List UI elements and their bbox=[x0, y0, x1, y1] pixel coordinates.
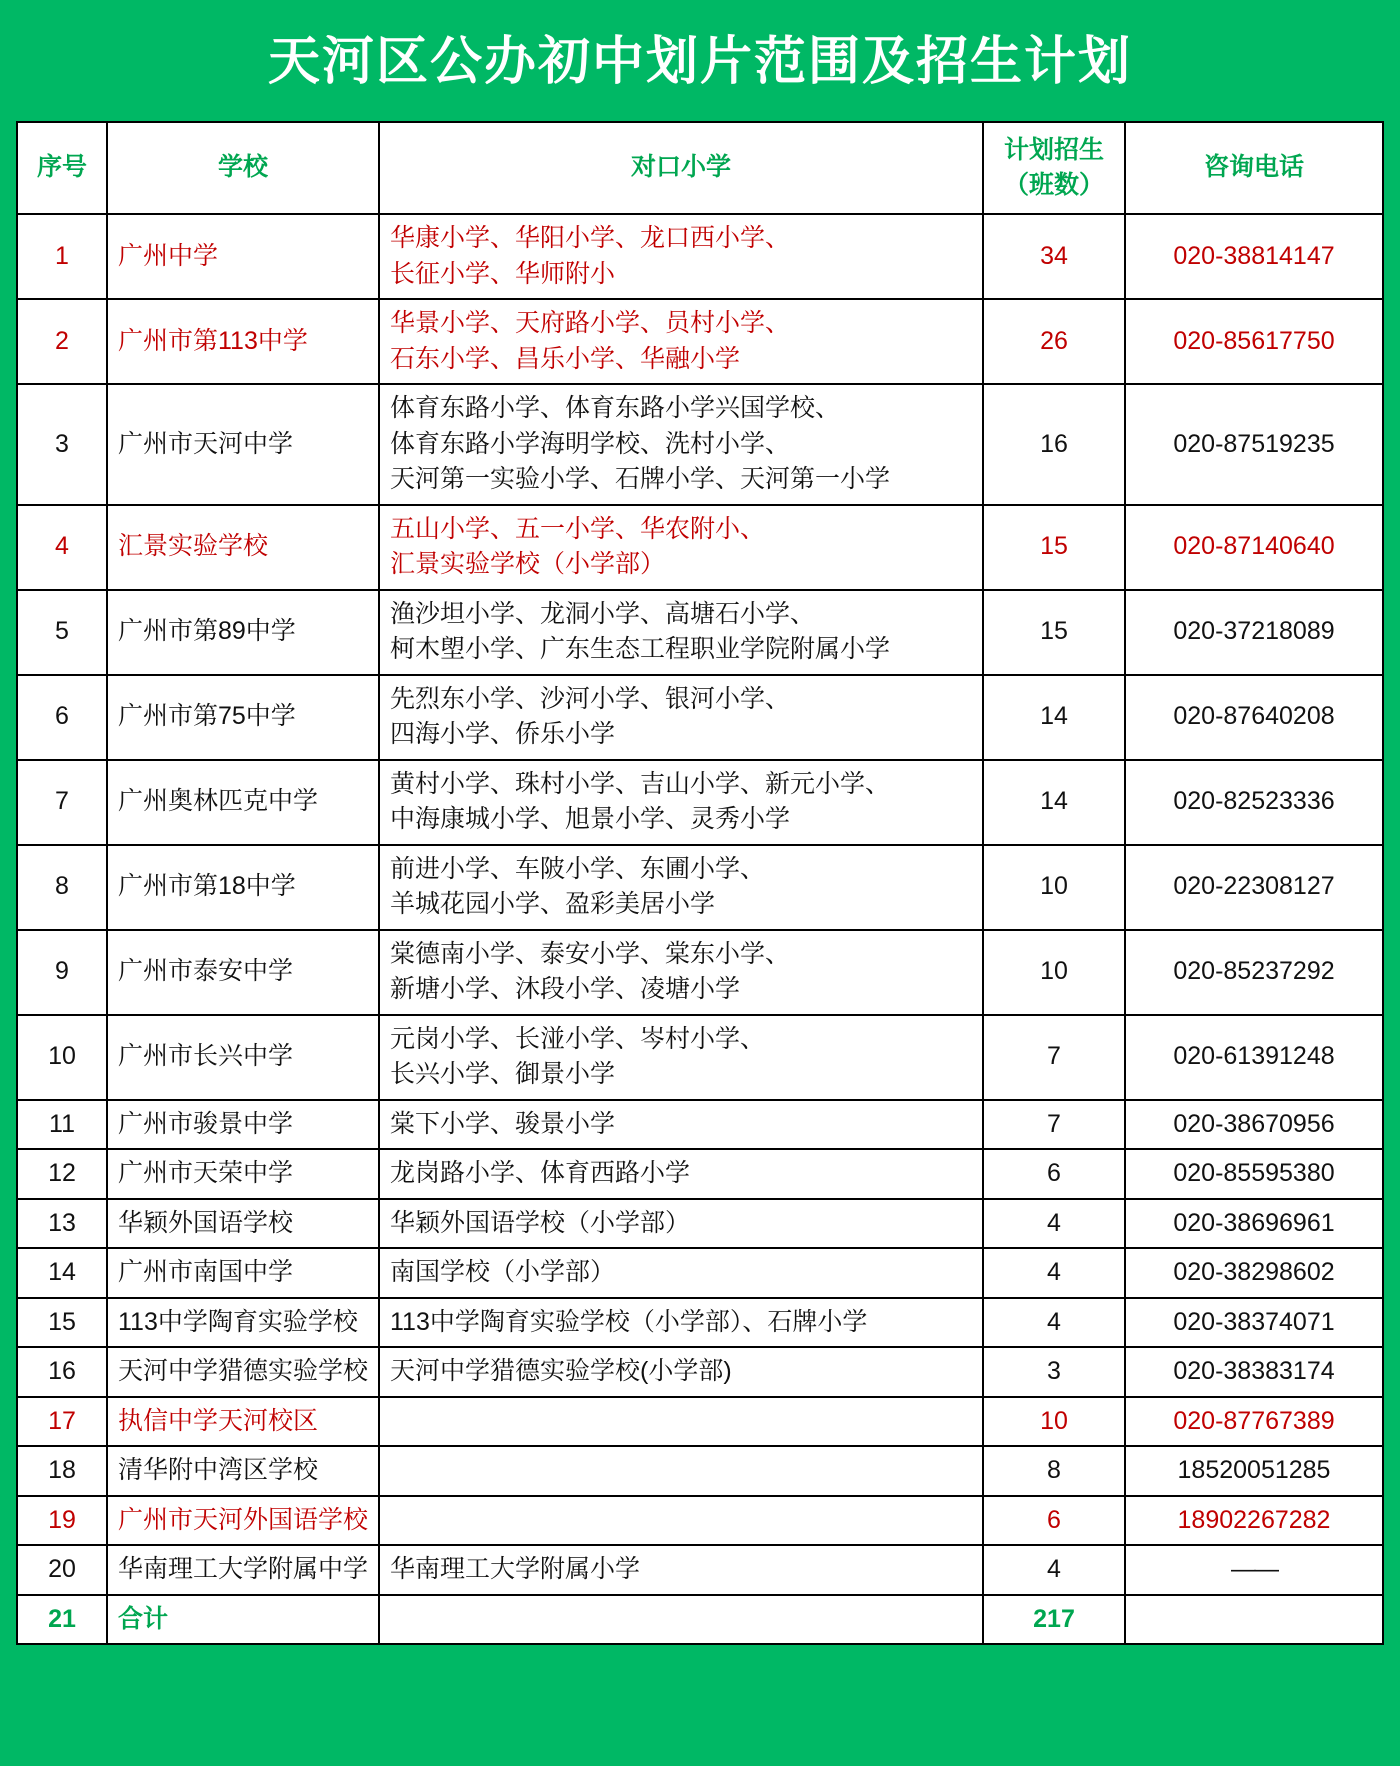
cell-plan-classes: 34 bbox=[983, 214, 1125, 299]
cell-primary-schools bbox=[379, 930, 983, 1015]
cell-primary-schools bbox=[379, 1199, 983, 1249]
cell-phone: 020-87640208 bbox=[1125, 675, 1383, 760]
cell-index: 20 bbox=[17, 1545, 107, 1595]
primary-school-line: 华景小学、天府路小学、员村小学、 bbox=[390, 309, 791, 338]
cell-phone: 020-37218089 bbox=[1125, 590, 1383, 675]
cell-school-name: 广州市第18中学 bbox=[107, 845, 379, 930]
cell-index: 13 bbox=[17, 1199, 107, 1249]
primary-school-line: 前进小学、车陂小学、东圃小学、 bbox=[390, 854, 766, 883]
table-header-row bbox=[17, 122, 1383, 214]
table-row bbox=[17, 505, 1383, 590]
cell-phone: 020-85237292 bbox=[1125, 930, 1383, 1015]
primary-school-line: 体育东路小学海明学校、洗村小学、 bbox=[390, 429, 791, 458]
column-header-phone: 咨询电话 bbox=[1125, 122, 1383, 214]
cell-plan-classes: 7 bbox=[983, 1100, 1125, 1150]
cell-phone: 020-38696961 bbox=[1125, 1199, 1383, 1249]
column-header-primary-schools: 对口小学 bbox=[379, 122, 983, 214]
cell-index: 5 bbox=[17, 590, 107, 675]
cell-plan-classes: 15 bbox=[983, 505, 1125, 590]
cell-school-name: 执信中学天河校区 bbox=[107, 1397, 379, 1447]
cell-primary-schools bbox=[379, 845, 983, 930]
table-row bbox=[17, 1446, 1383, 1496]
cell-school-name: 广州市天河中学 bbox=[107, 384, 379, 505]
cell-index: 6 bbox=[17, 675, 107, 760]
primary-school-line: 龙岗路小学、体育西路小学 bbox=[390, 1159, 691, 1188]
primary-school-line: 黄村小学、珠村小学、吉山小学、新元小学、 bbox=[390, 769, 891, 798]
cell-school-name: 广州市南国中学 bbox=[107, 1248, 379, 1298]
cell-primary-schools bbox=[379, 1595, 983, 1645]
table-row bbox=[17, 1298, 1383, 1348]
cell-school-name: 广州市骏景中学 bbox=[107, 1100, 379, 1150]
cell-phone: 020-87519235 bbox=[1125, 384, 1383, 505]
table-row bbox=[17, 1100, 1383, 1150]
cell-phone: 020-82523336 bbox=[1125, 760, 1383, 845]
cell-index: 2 bbox=[17, 299, 107, 384]
primary-school-line: 华颖外国语学校（小学部） bbox=[390, 1208, 691, 1237]
primary-school-line: 天河中学猎德实验学校(小学部) bbox=[390, 1357, 732, 1386]
primary-school-line: 元岗小学、长湴小学、岑村小学、 bbox=[390, 1024, 766, 1053]
cell-plan-classes: 4 bbox=[983, 1248, 1125, 1298]
cell-primary-schools bbox=[379, 1248, 983, 1298]
primary-school-line: 汇景实验学校（小学部） bbox=[390, 550, 666, 579]
cell-primary-schools bbox=[379, 214, 983, 299]
cell-phone: —— bbox=[1125, 1545, 1383, 1595]
primary-school-line: 新塘小学、沐段小学、凌塘小学 bbox=[390, 975, 741, 1004]
cell-primary-schools bbox=[379, 384, 983, 505]
cell-phone: 020-22308127 bbox=[1125, 845, 1383, 930]
primary-school-line: 南国学校（小学部） bbox=[390, 1258, 616, 1287]
primary-school-line: 羊城花园小学、盈彩美居小学 bbox=[390, 890, 716, 919]
cell-school-name: 广州市长兴中学 bbox=[107, 1015, 379, 1100]
cell-plan-classes: 15 bbox=[983, 590, 1125, 675]
column-header-plan-line1: 计划招生 bbox=[1003, 135, 1104, 164]
cell-index: 10 bbox=[17, 1015, 107, 1100]
cell-phone: 18902267282 bbox=[1125, 1496, 1383, 1546]
cell-school-name: 合计 bbox=[107, 1595, 379, 1645]
cell-school-name: 广州中学 bbox=[107, 214, 379, 299]
cell-school-name: 广州市第113中学 bbox=[107, 299, 379, 384]
cell-plan-classes: 6 bbox=[983, 1496, 1125, 1546]
cell-phone: 020-87767389 bbox=[1125, 1397, 1383, 1447]
table-row bbox=[17, 1347, 1383, 1397]
primary-school-line: 棠下小学、骏景小学 bbox=[390, 1109, 616, 1138]
cell-school-name: 广州市天荣中学 bbox=[107, 1149, 379, 1199]
cell-index: 7 bbox=[17, 760, 107, 845]
cell-phone: 020-38374071 bbox=[1125, 1298, 1383, 1348]
cell-index: 21 bbox=[17, 1595, 107, 1645]
table-row bbox=[17, 214, 1383, 299]
cell-phone: 020-87140640 bbox=[1125, 505, 1383, 590]
column-header-plan bbox=[983, 122, 1125, 214]
table-row bbox=[17, 299, 1383, 384]
column-header-school: 学校 bbox=[107, 122, 379, 214]
cell-school-name: 广州市泰安中学 bbox=[107, 930, 379, 1015]
cell-plan-classes: 10 bbox=[983, 930, 1125, 1015]
cell-plan-classes: 14 bbox=[983, 675, 1125, 760]
cell-index: 4 bbox=[17, 505, 107, 590]
table-row bbox=[17, 1015, 1383, 1100]
cell-index: 11 bbox=[17, 1100, 107, 1150]
cell-plan-classes: 3 bbox=[983, 1347, 1125, 1397]
cell-index: 12 bbox=[17, 1149, 107, 1199]
primary-school-line: 华南理工大学附属小学 bbox=[390, 1555, 641, 1584]
cell-plan-classes: 4 bbox=[983, 1298, 1125, 1348]
table-row bbox=[17, 384, 1383, 505]
cell-plan-classes: 6 bbox=[983, 1149, 1125, 1199]
primary-school-line: 柯木塱小学、广东生态工程职业学院附属小学 bbox=[390, 635, 891, 664]
cell-index: 16 bbox=[17, 1347, 107, 1397]
cell-primary-schools bbox=[379, 1545, 983, 1595]
cell-school-name: 华颖外国语学校 bbox=[107, 1199, 379, 1249]
column-header-index: 序号 bbox=[17, 122, 107, 214]
cell-school-name: 广州市第89中学 bbox=[107, 590, 379, 675]
primary-school-line: 四海小学、侨乐小学 bbox=[390, 720, 616, 749]
table-body bbox=[17, 214, 1383, 1644]
cell-school-name: 华南理工大学附属中学 bbox=[107, 1545, 379, 1595]
cell-index: 15 bbox=[17, 1298, 107, 1348]
cell-primary-schools bbox=[379, 1446, 983, 1496]
primary-school-line: 长征小学、华师附小 bbox=[390, 259, 616, 288]
enrollment-table bbox=[16, 121, 1384, 1645]
cell-index: 19 bbox=[17, 1496, 107, 1546]
cell-primary-schools bbox=[379, 1397, 983, 1447]
cell-primary-schools bbox=[379, 1149, 983, 1199]
cell-index: 1 bbox=[17, 214, 107, 299]
cell-index: 18 bbox=[17, 1446, 107, 1496]
table-row bbox=[17, 1496, 1383, 1546]
cell-school-name: 清华附中湾区学校 bbox=[107, 1446, 379, 1496]
cell-primary-schools bbox=[379, 760, 983, 845]
cell-primary-schools bbox=[379, 590, 983, 675]
table-row bbox=[17, 930, 1383, 1015]
primary-school-line: 先烈东小学、沙河小学、银河小学、 bbox=[390, 684, 791, 713]
cell-plan-classes: 217 bbox=[983, 1595, 1125, 1645]
cell-plan-classes: 8 bbox=[983, 1446, 1125, 1496]
cell-plan-classes: 14 bbox=[983, 760, 1125, 845]
cell-index: 17 bbox=[17, 1397, 107, 1447]
cell-school-name: 天河中学猎德实验学校 bbox=[107, 1347, 379, 1397]
primary-school-line: 113中学陶育实验学校（小学部）、石牌小学 bbox=[390, 1307, 868, 1336]
cell-plan-classes: 4 bbox=[983, 1199, 1125, 1249]
table-row bbox=[17, 1248, 1383, 1298]
cell-plan-classes: 7 bbox=[983, 1015, 1125, 1100]
primary-school-line: 体育东路小学、体育东路小学兴国学校、 bbox=[390, 394, 841, 423]
cell-phone: 020-38298602 bbox=[1125, 1248, 1383, 1298]
table-row bbox=[17, 1545, 1383, 1595]
cell-index: 8 bbox=[17, 845, 107, 930]
cell-primary-schools bbox=[379, 1347, 983, 1397]
cell-school-name: 广州市天河外国语学校 bbox=[107, 1496, 379, 1546]
primary-school-line: 长兴小学、御景小学 bbox=[390, 1060, 616, 1089]
table-row bbox=[17, 760, 1383, 845]
table-row bbox=[17, 845, 1383, 930]
cell-plan-classes: 10 bbox=[983, 845, 1125, 930]
cell-index: 3 bbox=[17, 384, 107, 505]
cell-primary-schools bbox=[379, 1015, 983, 1100]
table-row bbox=[17, 1595, 1383, 1645]
primary-school-line: 华康小学、华阳小学、龙口西小学、 bbox=[390, 224, 791, 253]
primary-school-line: 五山小学、五一小学、华农附小、 bbox=[390, 514, 766, 543]
table-row bbox=[17, 590, 1383, 675]
cell-primary-schools bbox=[379, 1496, 983, 1546]
cell-phone: 020-85595380 bbox=[1125, 1149, 1383, 1199]
cell-school-name: 广州奥林匹克中学 bbox=[107, 760, 379, 845]
table-row bbox=[17, 675, 1383, 760]
cell-plan-classes: 26 bbox=[983, 299, 1125, 384]
cell-primary-schools bbox=[379, 505, 983, 590]
cell-index: 9 bbox=[17, 930, 107, 1015]
cell-school-name: 113中学陶育实验学校 bbox=[107, 1298, 379, 1348]
cell-phone: 020-38670956 bbox=[1125, 1100, 1383, 1150]
cell-phone bbox=[1125, 1595, 1383, 1645]
cell-primary-schools bbox=[379, 1100, 983, 1150]
cell-phone: 020-38383174 bbox=[1125, 1347, 1383, 1397]
table-row bbox=[17, 1199, 1383, 1249]
cell-plan-classes: 16 bbox=[983, 384, 1125, 505]
table-header bbox=[17, 122, 1383, 214]
cell-school-name: 广州市第75中学 bbox=[107, 675, 379, 760]
cell-plan-classes: 10 bbox=[983, 1397, 1125, 1447]
column-header-plan-line2: （班数） bbox=[1003, 171, 1104, 200]
cell-phone: 020-61391248 bbox=[1125, 1015, 1383, 1100]
table-row bbox=[17, 1149, 1383, 1199]
cell-phone: 020-38814147 bbox=[1125, 214, 1383, 299]
primary-school-line: 渔沙坦小学、龙洞小学、高塘石小学、 bbox=[390, 599, 816, 628]
cell-primary-schools bbox=[379, 675, 983, 760]
primary-school-line: 棠德南小学、泰安小学、棠东小学、 bbox=[390, 939, 791, 968]
cell-primary-schools bbox=[379, 299, 983, 384]
cell-index: 14 bbox=[17, 1248, 107, 1298]
primary-school-line: 中海康城小学、旭景小学、灵秀小学 bbox=[390, 805, 791, 834]
page-title: 天河区公办初中划片范围及招生计划 bbox=[267, 33, 1132, 91]
cell-phone: 18520051285 bbox=[1125, 1446, 1383, 1496]
cell-school-name: 汇景实验学校 bbox=[107, 505, 379, 590]
table-row bbox=[17, 1397, 1383, 1447]
cell-plan-classes: 4 bbox=[983, 1545, 1125, 1595]
primary-school-line: 天河第一实验小学、石牌小学、天河第一小学 bbox=[390, 465, 891, 494]
cell-phone: 020-85617750 bbox=[1125, 299, 1383, 384]
cell-primary-schools bbox=[379, 1298, 983, 1348]
primary-school-line: 石东小学、昌乐小学、华融小学 bbox=[390, 344, 741, 373]
